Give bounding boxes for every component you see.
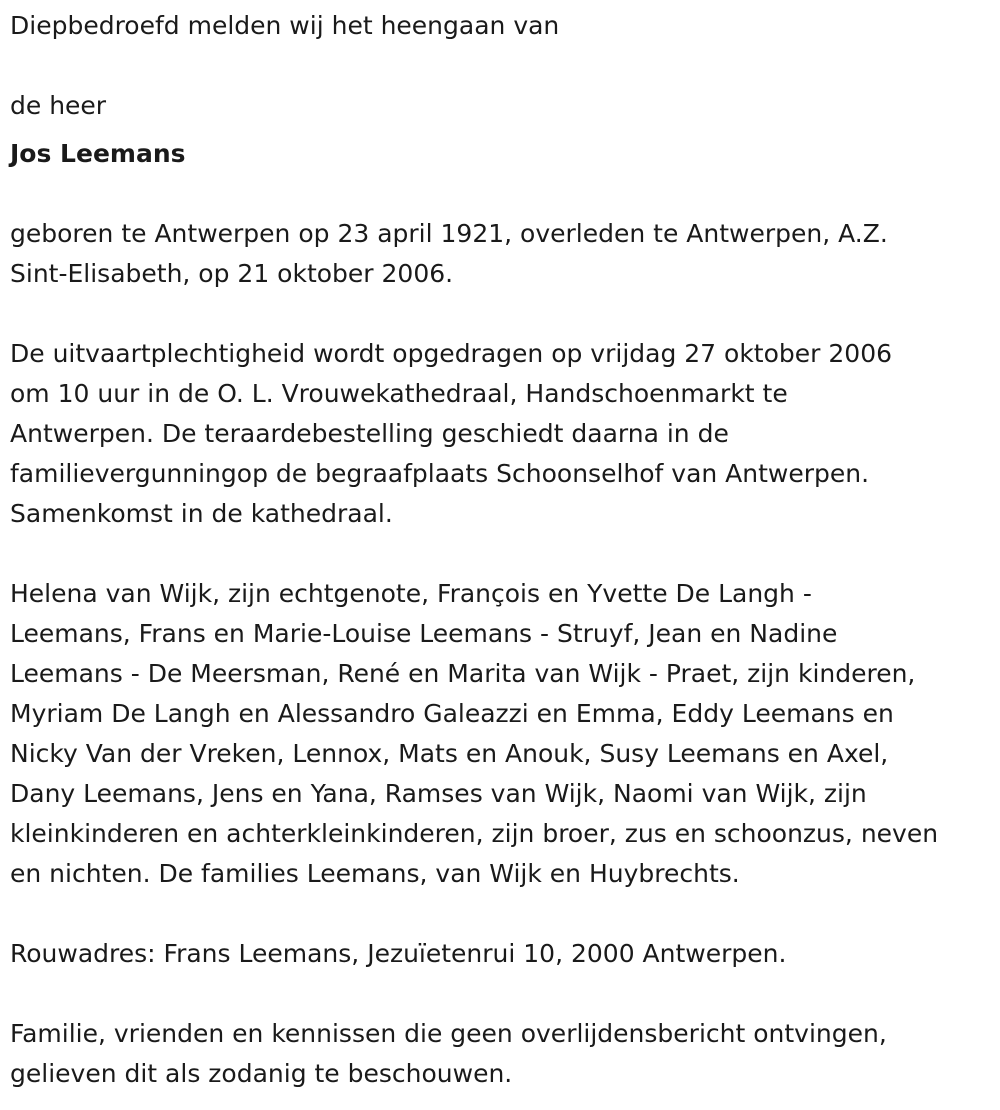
funeral-line: familievergunningop de begraafplaats Schoonselhof van Antwerpen. (10, 459, 870, 488)
funeral-line: Samenkomst in de kathedraal. (10, 499, 393, 528)
family-line: kleinkinderen en achterkleinkinderen, zijn broer, zus en schoonzus, neven (10, 819, 939, 848)
title-prefix: de heer (10, 91, 107, 120)
family-line: en nichten. De families Leemans, van Wijk en Huybrechts. (10, 859, 740, 888)
birth-death-line: Sint-Elisabeth, op 21 oktober 2006. (10, 259, 454, 288)
closing-line: Familie, vrienden en kennissen die geen overlijdensbericht ontvingen, (10, 1019, 887, 1048)
family-line: Helena van Wijk, zijn echtgenote, François en Yvette De Langh - (10, 579, 812, 608)
family-line: Nicky Van der Vreken, Lennox, Mats en Anouk, Susy Leemans en Axel, (10, 739, 889, 768)
funeral-line: om 10 uur in de O. L. Vrouwekathedraal, Handschoenmarkt te (10, 379, 788, 408)
address-line: Rouwadres: Frans Leemans, Jezuïetenrui 10, 2000 Antwerpen. (10, 939, 787, 968)
family-line: Dany Leemans, Jens en Yana, Ramses van Wijk, Naomi van Wijk, zijn (10, 779, 867, 808)
closing-line: gelieven dit als zodanig te beschouwen. (10, 1059, 513, 1088)
family-line: Leemans, Frans en Marie-Louise Leemans - Struyf, Jean en Nadine (10, 619, 838, 648)
birth-death-line: geboren te Antwerpen op 23 april 1921, overleden te Antwerpen, A.Z. (10, 219, 888, 248)
deceased-name: Jos Leemans (10, 139, 186, 168)
family-line: Myriam De Langh en Alessandro Galeazzi en Emma, Eddy Leemans en (10, 699, 894, 728)
family-line: Leemans - De Meersman, René en Marita van Wijk - Praet, zijn kinderen, (10, 659, 916, 688)
intro-line: Diepbedroefd melden wij het heengaan van (10, 11, 560, 40)
funeral-line: Antwerpen. De teraardebestelling geschiedt daarna in de (10, 419, 729, 448)
funeral-line: De uitvaartplechtigheid wordt opgedragen op vrijdag 27 oktober 2006 (10, 339, 893, 368)
